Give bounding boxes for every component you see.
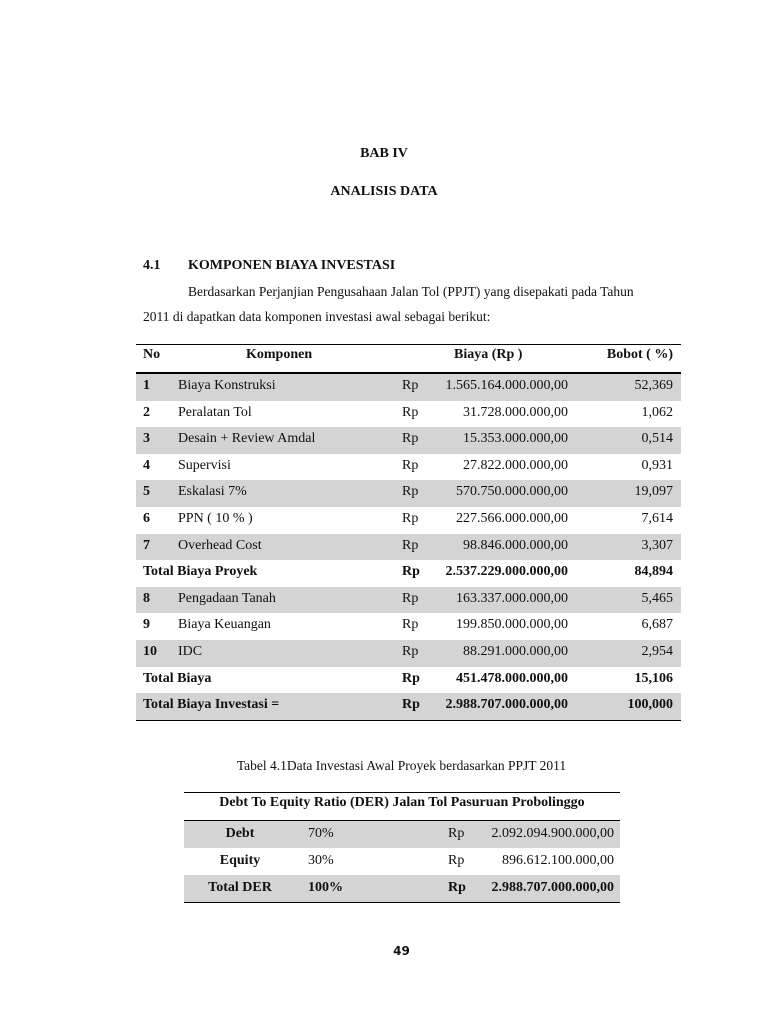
- table-row: [136, 401, 681, 428]
- row-bobot: 5,465: [641, 590, 673, 606]
- table-header-row: [136, 344, 681, 371]
- row-amount: 570.750.000.000,00: [456, 484, 568, 500]
- table-row: [136, 427, 681, 454]
- section-number: 4.1: [143, 258, 161, 273]
- row-currency: Rp: [402, 564, 420, 580]
- row-currency: Rp: [402, 431, 419, 447]
- row-komponen: Peralatan Tol: [178, 404, 252, 420]
- header-komponen: Komponen: [246, 347, 313, 362]
- chapter-title: ANALISIS DATA: [330, 184, 438, 199]
- row-amount: 88.291.000.000,00: [463, 644, 568, 659]
- row-no: 7: [143, 537, 150, 553]
- row-bobot: 6,687: [641, 617, 673, 633]
- der-row-percent: 100%: [308, 880, 343, 895]
- row-currency: Rp: [402, 670, 420, 686]
- der-row-name: Equity: [219, 853, 261, 868]
- row-amount: 199.850.000.000,00: [456, 617, 568, 633]
- header-biaya: Biaya (Rp ): [454, 347, 523, 362]
- table-row: [136, 587, 681, 614]
- der-row-currency: Rp: [448, 826, 465, 841]
- row-no: 9: [143, 617, 150, 633]
- subtotal-row: [136, 560, 681, 587]
- row-no: 3: [143, 431, 150, 447]
- row-bobot: 7,614: [641, 511, 673, 526]
- row-komponen: Supervisi: [178, 457, 231, 473]
- row-no: 1: [143, 378, 150, 393]
- row-currency: Rp: [402, 404, 419, 420]
- der-row-percent: 30%: [308, 853, 334, 868]
- table-row: [136, 454, 681, 481]
- row-komponen: Pengadaan Tanah: [178, 590, 276, 606]
- der-row-currency: Rp: [448, 880, 466, 895]
- der-row-name: Debt: [225, 826, 255, 841]
- der-row: [184, 821, 620, 848]
- der-total-row: [184, 875, 620, 902]
- der-title: Debt To Equity Ratio (DER) Jalan Tol Pasuruan Probolinggo: [219, 795, 585, 810]
- row-currency: Rp: [402, 644, 419, 659]
- row-bobot: 52,369: [634, 378, 673, 393]
- row-bobot: 1,062: [641, 404, 673, 420]
- paragraph-line-2: 2011 di dapatkan data komponen investasi awal sebagai berikut:: [143, 309, 491, 324]
- row-currency: Rp: [402, 511, 419, 526]
- row-currency: Rp: [402, 617, 419, 633]
- der-row: [184, 848, 620, 875]
- chapter-label: BAB IV: [360, 146, 408, 161]
- row-bobot: 100,000: [627, 697, 673, 713]
- table-row: [136, 640, 681, 667]
- grand-total-label: Total Biaya Investasi =: [143, 697, 280, 713]
- der-row-amount: 2.092.094.900.000,00: [491, 826, 614, 841]
- row-no: 10: [143, 644, 157, 659]
- row-currency: Rp: [402, 590, 419, 606]
- row-currency: Rp: [402, 484, 419, 500]
- row-currency: Rp: [402, 537, 419, 553]
- row-amount: 27.822.000.000,00: [463, 457, 568, 473]
- row-no: 2: [143, 404, 150, 420]
- section-title: KOMPONEN BIAYA INVESTASI: [188, 258, 396, 273]
- row-amount: 98.846.000.000,00: [463, 537, 568, 553]
- page-number: 49: [393, 944, 410, 958]
- row-komponen: Desain + Review Amdal: [178, 431, 316, 447]
- row-amount: 2.537.229.000.000,00: [445, 564, 568, 580]
- table-caption: Tabel 4.1Data Investasi Awal Proyek berdasarkan PPJT 2011: [236, 758, 567, 773]
- header-bobot: Bobot ( %): [606, 347, 673, 362]
- der-row-currency: Rp: [448, 853, 465, 868]
- row-no: 6: [143, 511, 150, 526]
- row-komponen: Eskalasi 7%: [178, 484, 247, 500]
- table-bottom-rule: [136, 720, 681, 721]
- der-top-rule: [184, 792, 620, 793]
- der-row-amount: 2.988.707.000.000,00: [491, 880, 614, 895]
- table-row: [136, 613, 681, 640]
- row-amount: 163.337.000.000,00: [456, 590, 568, 606]
- der-row-name: Total DER: [208, 880, 272, 895]
- table-row: [136, 374, 681, 401]
- row-komponen: Biaya Konstruksi: [178, 378, 276, 393]
- row-amount: 31.728.000.000,00: [463, 404, 568, 420]
- der-row-amount: 896.612.100.000,00: [502, 853, 614, 868]
- row-no: 8: [143, 590, 150, 606]
- row-bobot: 3,307: [641, 537, 673, 553]
- subtotal-label: Total Biaya: [143, 670, 212, 686]
- row-bobot: 15,106: [634, 670, 673, 686]
- header-no: No: [143, 347, 161, 362]
- der-bottom-rule: [184, 902, 620, 903]
- row-bobot: 0,514: [641, 431, 673, 447]
- paragraph-line-1: Berdasarkan Perjanjian Pengusahaan Jalan Tol (PPJT) yang disepakati pada Tahun: [188, 284, 634, 299]
- row-bobot: 2,954: [641, 644, 673, 659]
- row-amount: 451.478.000.000,00: [456, 670, 568, 686]
- row-no: 5: [143, 484, 150, 500]
- row-komponen: Overhead Cost: [178, 537, 262, 553]
- row-amount: 227.566.000.000,00: [456, 511, 568, 526]
- row-amount: 15.353.000.000,00: [463, 431, 568, 447]
- row-currency: Rp: [402, 697, 420, 713]
- row-bobot: 19,097: [634, 484, 673, 500]
- row-amount: 2.988.707.000.000,00: [445, 697, 568, 713]
- row-currency: Rp: [402, 378, 419, 393]
- row-bobot: 0,931: [641, 457, 673, 473]
- row-amount: 1.565.164.000.000,00: [445, 378, 568, 393]
- subtotal-label: Total Biaya Proyek: [143, 564, 258, 580]
- row-currency: Rp: [402, 457, 419, 473]
- row-komponen: IDC: [178, 644, 203, 659]
- table-row: [136, 507, 681, 534]
- row-bobot: 84,894: [634, 564, 673, 580]
- row-komponen: Biaya Keuangan: [178, 617, 271, 633]
- row-no: 4: [143, 457, 150, 473]
- grand-total-row: [136, 693, 681, 720]
- table-row: [136, 534, 681, 561]
- row-komponen: PPN ( 10 % ): [178, 511, 253, 526]
- table-row: [136, 480, 681, 507]
- subtotal-row: [136, 667, 681, 694]
- der-row-percent: 70%: [308, 826, 334, 841]
